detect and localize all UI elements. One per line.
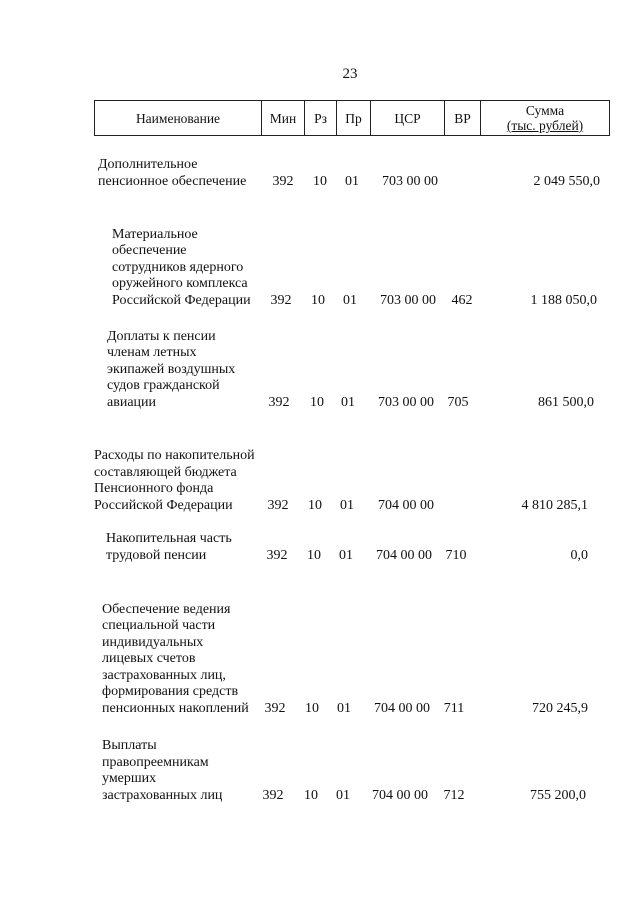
row-sum: 861 500,0 [538, 394, 594, 410]
row-rz: 10 [313, 173, 327, 189]
row-rz: 10 [311, 292, 325, 308]
table-row [0, 428, 640, 514]
row-sum: 0,0 [570, 547, 588, 563]
header-sum-title: Сумма [525, 103, 565, 118]
row-csr: 704 00 00 [376, 547, 432, 563]
row-rz: 10 [310, 394, 324, 410]
row-sum: 755 200,0 [530, 787, 586, 803]
table-row [0, 205, 640, 309]
row-pr: 01 [343, 292, 357, 308]
row-min: 392 [272, 173, 294, 189]
row-min: 392 [264, 700, 286, 716]
row-sum: 2 049 550,0 [533, 173, 600, 189]
row-name: Материальное обеспечение сотрудников ядерного оружейного комплекса Российской Федерации [112, 226, 251, 308]
row-pr: 01 [345, 173, 359, 189]
row-rz: 10 [304, 787, 318, 803]
row-name: Расходы по накопительной составляющей бюджета Пенсионного фонда Российской Федерации [94, 448, 255, 513]
row-min: 392 [262, 787, 284, 803]
row-sum: 720 245,9 [532, 700, 588, 716]
table-row [0, 324, 640, 411]
table-row [0, 528, 640, 564]
row-csr: 703 00 00 [380, 292, 436, 308]
row-csr: 703 00 00 [382, 173, 438, 189]
header-csr: ЦСР [371, 101, 445, 135]
header-rz: Рз [305, 101, 337, 135]
row-name: Выплаты правопреемникам умерших застрахованных лиц [102, 738, 223, 803]
row-rz: 10 [305, 700, 319, 716]
row-name: Дополнительное пенсионное обеспечение [98, 157, 247, 189]
header-name: Наименование [95, 101, 262, 135]
row-csr: 703 00 00 [378, 394, 434, 410]
row-csr: 704 00 00 [378, 497, 434, 513]
header-sum [481, 101, 609, 135]
row-name: Доплаты к пенсии членам летных экипажей воздушных судов гражданской авиации [107, 328, 236, 410]
row-vr: 462 [451, 292, 473, 308]
header-min: Мин [262, 101, 305, 135]
row-vr: 705 [447, 394, 469, 410]
row-min: 392 [270, 292, 292, 308]
page-number: 23 [342, 66, 358, 82]
row-vr: 711 [443, 700, 465, 716]
row-min: 392 [267, 497, 289, 513]
row-sum: 1 188 050,0 [530, 292, 597, 308]
row-sum: 4 810 285,1 [521, 497, 588, 513]
row-vr: 712 [443, 787, 465, 803]
row-name: Накопительная часть трудовой пенсии [106, 531, 232, 563]
row-rz: 10 [308, 497, 322, 513]
header-pr: Пр [337, 101, 371, 135]
table-row [0, 734, 640, 804]
row-pr: 01 [340, 497, 354, 513]
row-pr: 01 [336, 787, 350, 803]
table-row [0, 580, 640, 717]
row-pr: 01 [337, 700, 351, 716]
row-min: 392 [266, 547, 288, 563]
row-name: Обеспечение ведения специальной части индивидуальных лицевых счетов застрахованных лиц, формирования средств пенсионных накоплений [102, 601, 249, 716]
table-row [0, 154, 640, 190]
row-pr: 01 [341, 394, 355, 410]
row-vr: 710 [445, 547, 467, 563]
table-header [94, 100, 610, 136]
header-vr: ВР [445, 101, 481, 135]
row-pr: 01 [339, 547, 353, 563]
row-rz: 10 [307, 547, 321, 563]
row-csr: 704 00 00 [374, 700, 430, 716]
row-csr: 704 00 00 [372, 787, 428, 803]
header-sum-unit: (тыс. рублей) [506, 118, 584, 133]
row-min: 392 [268, 394, 290, 410]
